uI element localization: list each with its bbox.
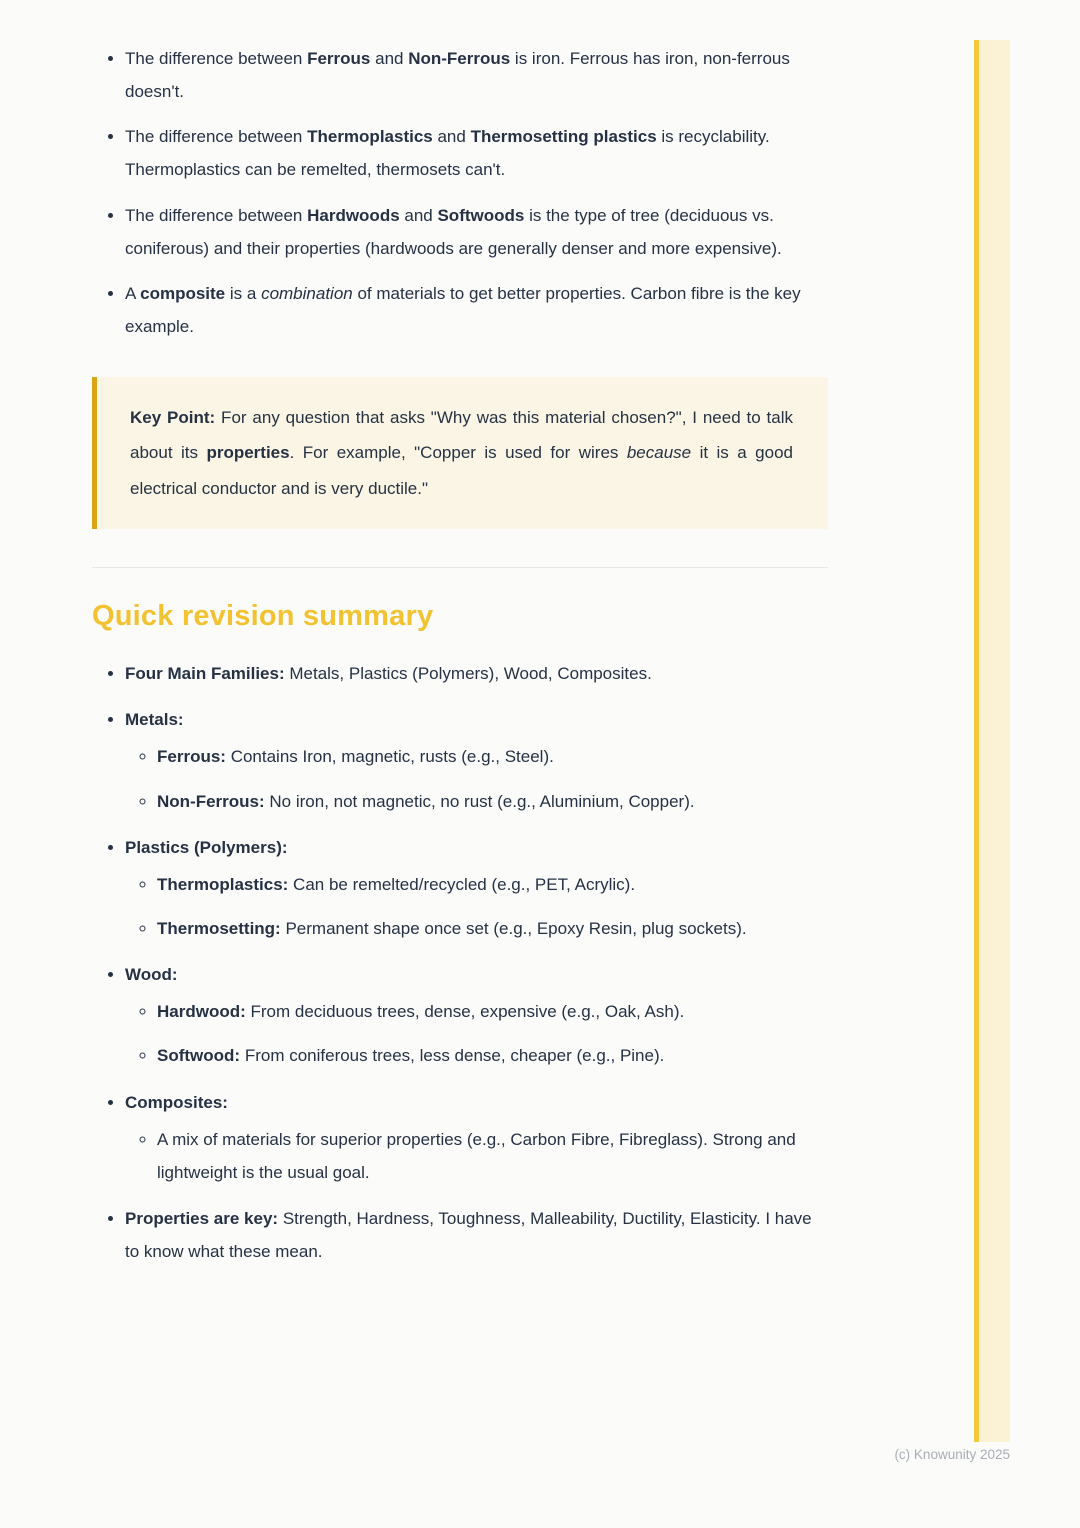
summary-bullet-list	[92, 657, 828, 1268]
section-divider	[92, 567, 828, 568]
bold-text: Thermosetting:	[157, 919, 281, 939]
plain-text: A	[125, 283, 141, 303]
plain-text: and	[370, 49, 409, 68]
plain-text: . For example, "Copper is used for wires	[289, 443, 627, 463]
bold-text: Ferrous	[307, 49, 371, 68]
bold-text: Softwood:	[157, 1046, 241, 1066]
list-item	[125, 42, 828, 108]
plain-text: Can be remelted/recycled (e.g., PET, Acrylic).	[288, 874, 636, 894]
plain-text: is a	[225, 283, 262, 303]
bold-text: Thermoplastics	[307, 127, 433, 147]
list-item-text	[157, 747, 554, 766]
bold-text: composite	[140, 283, 226, 303]
bold-text: Softwoods	[437, 205, 525, 225]
list-item	[125, 1086, 828, 1189]
list-item	[125, 1202, 828, 1268]
sub-list-item	[157, 1039, 828, 1072]
sub-list-item	[157, 1123, 828, 1189]
plain-text: The difference between	[125, 205, 308, 225]
sub-list	[125, 740, 828, 817]
plain-text: The difference between	[125, 127, 308, 147]
sub-list	[125, 995, 828, 1072]
sub-list-item	[157, 740, 828, 773]
plain-text: is iron. Ferrous has iron, non-ferrous doesn't.	[125, 49, 790, 102]
list-item	[125, 120, 828, 186]
list-item-text	[157, 919, 747, 938]
list-item-text	[125, 206, 782, 258]
section-heading: Quick revision summary	[92, 600, 434, 633]
bold-text: Ferrous:	[157, 747, 226, 767]
list-item-text	[125, 664, 652, 683]
bold-text: Four Main Families:	[125, 664, 285, 684]
bold-text: Metals:	[125, 710, 184, 730]
list-item-text	[157, 1046, 664, 1065]
plain-text: is recyclability. Thermoplastics can be remelted, thermosets can't.	[125, 127, 770, 180]
plain-text: No iron, not magnetic, no rust (e.g., Aluminium, Copper).	[264, 791, 695, 811]
list-item-text	[157, 1130, 796, 1182]
list-item-text	[125, 838, 288, 857]
copyright-footer: (c) Knowunity 2025	[894, 1447, 1010, 1462]
bold-text: Non-Ferrous:	[157, 791, 265, 811]
list-item-text	[125, 965, 178, 984]
plain-text: it is a good electrical conductor and is very ductile."	[130, 443, 793, 498]
plain-text: Metals, Plastics (Polymers), Wood, Composites.	[284, 664, 652, 684]
plain-text: The difference between	[125, 49, 308, 68]
list-item	[125, 657, 828, 690]
italic-text: because	[626, 443, 692, 463]
plain-text: From deciduous trees, dense, expensive (e.g., Oak, Ash).	[245, 1002, 685, 1022]
sub-list	[125, 868, 828, 945]
sub-list	[125, 1123, 828, 1189]
notes-bullet-list	[92, 42, 828, 343]
bold-text: Plastics (Polymers):	[125, 837, 288, 857]
list-item-text	[125, 1209, 812, 1261]
bold-text: Properties are key:	[125, 1209, 279, 1229]
list-item	[125, 199, 828, 265]
list-item	[125, 831, 828, 945]
plain-text: From coniferous trees, less dense, cheaper (e.g., Pine).	[240, 1046, 665, 1066]
plain-text: Strength, Hardness, Toughness, Malleability, Ductility, Elasticity. I have to know what these mean.	[125, 1209, 812, 1262]
plain-text: is the type of tree (deciduous vs. coniferous) and their properties (hardwoods are generally denser and more expensive).	[125, 205, 782, 258]
list-item	[125, 277, 828, 343]
list-item-text	[157, 1002, 684, 1021]
sub-list-item	[157, 868, 828, 901]
plain-text: and	[432, 127, 471, 147]
plain-text: For any question that asks "Why was this material chosen?", I need to talk about its	[130, 408, 794, 463]
bold-text: Hardwoods	[307, 205, 400, 225]
key-point-callout	[92, 377, 828, 529]
plain-text: Contains Iron, magnetic, rusts (e.g., Steel).	[225, 747, 554, 767]
bold-text: properties	[206, 443, 290, 463]
list-item-text	[157, 875, 635, 894]
bold-text: Non-Ferrous	[408, 49, 511, 68]
sub-list-item	[157, 785, 828, 818]
bold-text: Thermoplastics:	[157, 874, 289, 894]
sub-list-item	[157, 995, 828, 1028]
list-item-text	[125, 284, 801, 336]
list-item-text	[125, 1093, 228, 1112]
list-item-text	[125, 49, 790, 101]
plain-text: and	[399, 205, 438, 225]
bold-text: Hardwood:	[157, 1002, 246, 1022]
bold-text: Wood:	[125, 965, 178, 985]
italic-text: combination	[261, 283, 353, 303]
list-item-text	[125, 127, 770, 179]
plain-text: of materials to get better properties. Carbon fibre is the key example.	[125, 283, 801, 336]
bold-text: Key Point:	[130, 408, 216, 428]
list-item-text	[125, 710, 184, 729]
plain-text: Permanent shape once set (e.g., Epoxy Resin, plug sockets).	[280, 919, 747, 939]
page-content	[92, 42, 828, 1281]
plain-text: A mix of materials for superior properties (e.g., Carbon Fibre, Fibreglass). Strong and lightweight is the usual goal.	[157, 1129, 796, 1182]
list-item	[125, 703, 828, 817]
bold-text: Composites:	[125, 1092, 228, 1112]
bold-text: Thermosetting plastics	[470, 127, 657, 147]
sub-list-item	[157, 912, 828, 945]
page-edge-stripe	[974, 40, 1010, 1442]
list-item-text	[157, 792, 695, 811]
list-item	[125, 958, 828, 1072]
key-point-text	[130, 400, 793, 506]
